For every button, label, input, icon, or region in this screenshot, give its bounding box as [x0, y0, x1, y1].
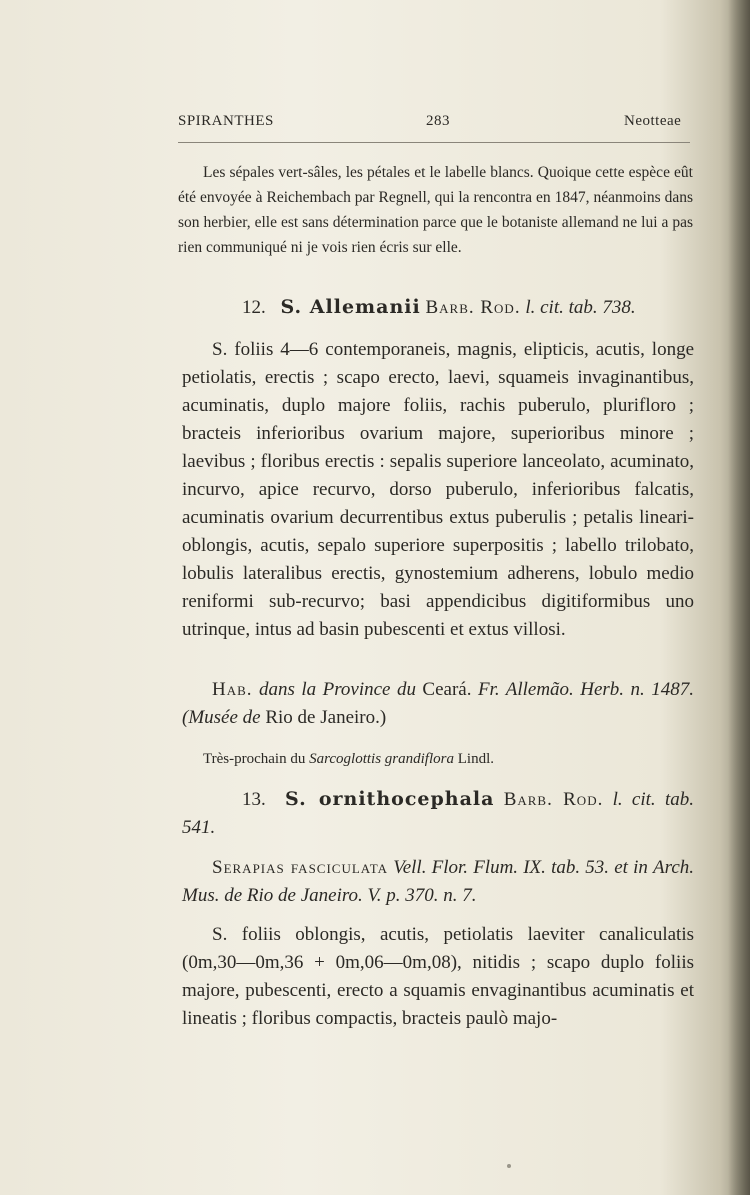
habitat-text: dans la Province du	[259, 679, 416, 700]
species-name: S. Allemanii	[280, 296, 421, 318]
habitat-label: Hab.	[212, 679, 253, 700]
header-rule	[178, 142, 690, 143]
species-12-habitat	[182, 676, 694, 732]
species-number: 12.	[242, 297, 266, 318]
synonym-reference-1: Vell. Flor. Flum. IX. tab. 53.	[393, 857, 610, 878]
species-12-heading	[182, 293, 694, 322]
description-text: S. foliis 4—6 contemporaneis, magnis, elipticis, acutis, longe petiolatis, erectis ; scapo erecto, laevi, squameis invaginantibus, acuminatis, duplo majore foliis, rachis puberulo, plurifloro ; bracteis inferioribus ovarium majore, superioribus minore ; laevibus ; floribus erectis : sepalis superiore lanceolato, acuminato, incurvo, apice recurvo, dorso puberulo, inferioribus falcatis, acuminatis ovarium decurrentibus extus puberulis ; petalis lineari-oblongis, acutis, sepalo superiore superpositis ; labello trilobato, lobulis lateralibus erectis, gynostemium adherens, lobulo medio reniformi sub-recurvo; basi appendicibus digitiformibus uno utrinque, intus ad basin pubescenti et extus villosi.	[182, 339, 694, 640]
habitat-collector: Fr. Allemão. Herb. n. 1487.	[477, 679, 694, 700]
species-13-synonym	[182, 854, 694, 910]
species-reference: l. cit. tab. 541.	[182, 789, 694, 838]
note-species: Sarcoglottis grandiflora	[309, 751, 454, 767]
species-number: 13.	[242, 789, 266, 810]
intro-text: Les sépales vert-sâles, les pétales et le labelle blancs. Quoique cette espèce eût été envoyée à Reichembach par Regnell, qui la rencontra en 1847, néanmoins dans son herbier, elle est sans détermination parce que le botaniste allemand ne lui a pas rien communiqué ni je vois rien écris sur elle.	[178, 164, 693, 256]
synonym-text: et in	[614, 857, 648, 878]
species-12-description	[182, 336, 694, 644]
note-text: Très-prochain du	[203, 751, 306, 767]
species-13-description	[182, 921, 694, 1033]
synonym-name: Serapias fasciculata	[212, 857, 389, 878]
running-head-tribe: Neotteae	[624, 113, 682, 129]
habitat-city: Rio de Janeiro.)	[265, 707, 387, 728]
habitat-place: Ceará.	[422, 679, 472, 700]
species-author: Barb. Rod.	[503, 789, 604, 810]
species-13-heading	[182, 785, 694, 842]
description-text: S. foliis oblongis, acutis, petiolatis laeviter canaliculatis (0m,30—0m,36 + 0m,06—0m,08), nitidis ; scapo duplo foliis majore, pubescenti, erecto a squamis envaginantibus acuminatis et lineatis ; floribus compactis, bracteis paulò majo-	[182, 924, 694, 1029]
note-author: Lindl.	[457, 751, 494, 767]
habitat-musee: (Musée de	[182, 707, 261, 728]
running-head-genus: SPIRANTHES	[178, 113, 274, 129]
species-author: Barb. Rod.	[425, 297, 521, 318]
intro-paragraph	[178, 160, 693, 260]
species-12-note	[178, 747, 693, 772]
synonym-reference-2: Arch. Mus. de Rio de Janeiro. V. p. 370. n. 7.	[182, 857, 695, 906]
paper-speck	[507, 1164, 511, 1168]
species-reference: l. cit. tab. 738.	[525, 297, 636, 318]
species-name: S. ornithocephala	[285, 788, 495, 810]
page-edge-shadow	[728, 0, 750, 1195]
page-number: 283	[426, 113, 450, 129]
